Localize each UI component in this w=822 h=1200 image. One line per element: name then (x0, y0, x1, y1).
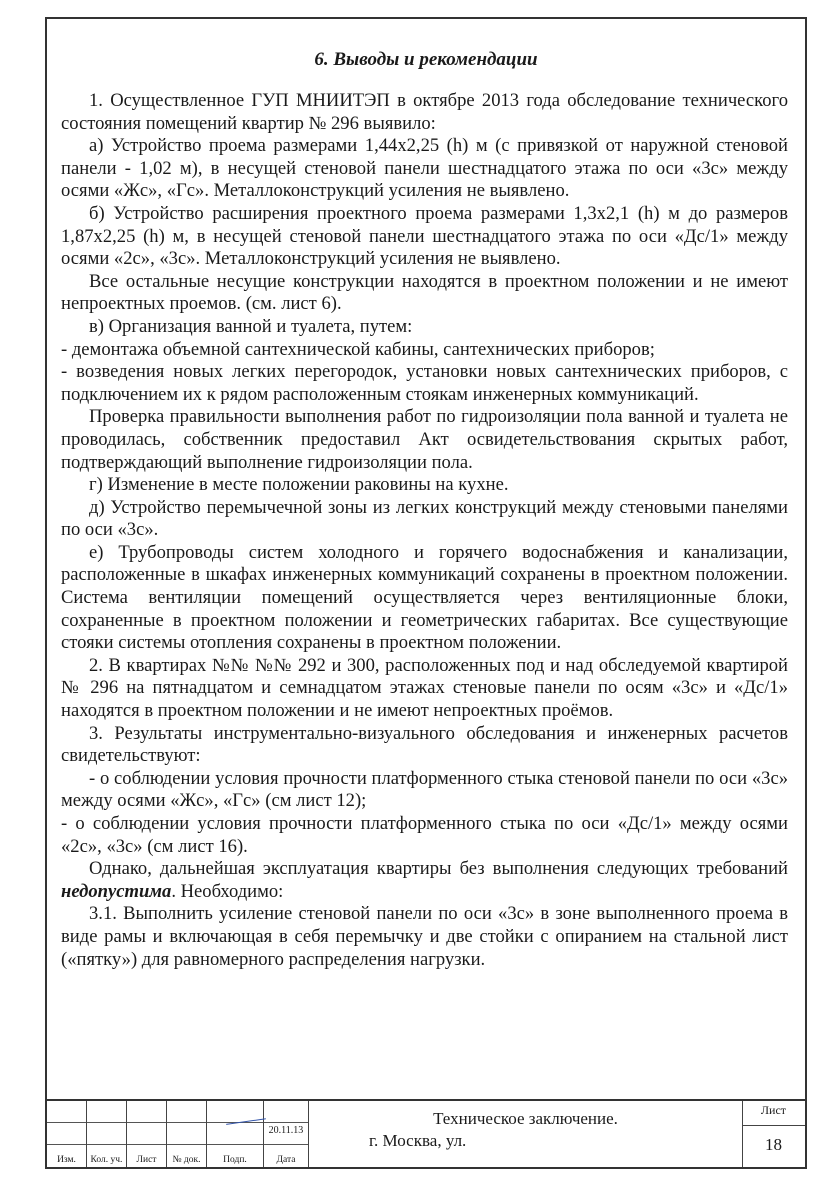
page-frame (45, 17, 807, 1169)
col-label: Подп. (223, 1155, 247, 1165)
paragraph: г) Изменение в месте положении раковины на кухне. (89, 474, 509, 496)
paragraph: 3. Результаты инструментально-визуального обследования и инженерных расчетов свидетельствуют: (61, 722, 788, 767)
title-block (47, 1099, 805, 1167)
col-label: Кол. уч. (90, 1155, 123, 1165)
paragraph: Все остальные несущие конструкции находятся в проектном положении и не имеют непроектных проемов. (см. лист 6). (61, 270, 788, 315)
conclusion-text: Однако, дальнейшая эксплуатация квартиры без выполнения следующих требований (89, 858, 788, 880)
paragraph: - о соблюдении условия прочности платформенного стыка стеновой панели по оси «3с» между осями «Жс», «Гс» (см лист 12); (61, 767, 788, 812)
col-label: № док. (172, 1155, 201, 1165)
paragraph: 2. В квартирах №№ №№ 292 и 300, расположенных под и над обследуемой квартирой № 296 на пятнадцатом и семнадцатом этажах стеновые панели по осям «3с» и «Дс/1» находятся в проектном положении и не имеют непроектных проёмов. (61, 654, 788, 722)
sheet-label: Лист (760, 1103, 787, 1117)
conclusion-text-end: . Необходимо: (171, 880, 284, 902)
paragraph: д) Устройство перемычечной зоны из легких конструкций между стеновыми панелями по оси «3с». (61, 496, 788, 541)
paragraph: в) Организация ванной и туалета, путем: (89, 315, 413, 337)
col-label: Дата (276, 1155, 296, 1165)
paragraph: - демонтажа объемной сантехнической кабины, сантехнических приборов; (61, 338, 655, 360)
paragraph: е) Трубопроводы систем холодного и горячего водоснабжения и канализации, расположенные в шкафах инженерных коммуникаций сохранены в проектном положении. Система вентиляции помещений осуществляется через вентиляционные блоки, сохраненные в проектном положении и геометрических габаритах. Все существующие стояки системы отопления сохранены в проектном положении. (61, 541, 788, 654)
sheet-number: 18 (742, 1125, 805, 1167)
paragraph: Проверка правильности выполнения работ по гидроизоляции пола ванной и туалета не проводилась, собственник предоставил Акт освидетельствования скрытых работ, подтверждающий выполнение гидроизоляции пола. (61, 406, 788, 473)
col-label: Изм. (57, 1155, 76, 1165)
section-title: 6. Выводы и рекомендации (314, 49, 538, 70)
paragraph: - возведения новых легких перегородок, установки новых сантехнических приборов, с подключением их к рядом расположенным стоякам инженерных коммуникаций. (61, 361, 788, 405)
conclusion-emphasis: недопустима (61, 880, 172, 902)
paragraph: 3.1. Выполнить усиление стеновой панели по оси «3с» в зоне выполненного проема в виде рамы и включающая в себя перемычку и две стойки с опиранием на стальной лист («пятку») для равномерного распределения нагрузки. (61, 903, 788, 970)
paragraph: 1. Осуществленное ГУП МНИИТЭП в октябре 2013 года обследование технического состояния помещений квартир № 296 выявило: (61, 90, 788, 134)
doc-title: Техническое заключение. (433, 1109, 618, 1128)
paragraph: - о соблюдении условия прочности платформенного стыка по оси «Дс/1» между осями «2с», «3с» (см лист 16). (61, 813, 788, 857)
conclusion-paragraph (61, 858, 788, 903)
document-body (61, 90, 788, 971)
paragraph: а) Устройство проема размерами 1,44х2,25 (h) м (с привязкой от наружной стеновой панели - 1,02 м), в несущей стеновой панели шестнадцатого этажа по оси «3с» между осями «Жс», «Гс». Металлоконструкций усиления не выявлено. (61, 135, 788, 202)
paragraph: б) Устройство расширения проектного проема размерами 1,3х2,1 (h) м до размеров 1,87х2,25 (h) м, в несущей стеновой панели шестнадцатого этажа по оси «Дс/1» между осями «2с», «3с». Металлоконструкций усиления не выявлено. (61, 202, 788, 270)
col-label: Лист (136, 1155, 157, 1165)
doc-address: г. Москва, ул. (369, 1131, 467, 1150)
stamp-date: 20.11.13 (268, 1125, 304, 1136)
